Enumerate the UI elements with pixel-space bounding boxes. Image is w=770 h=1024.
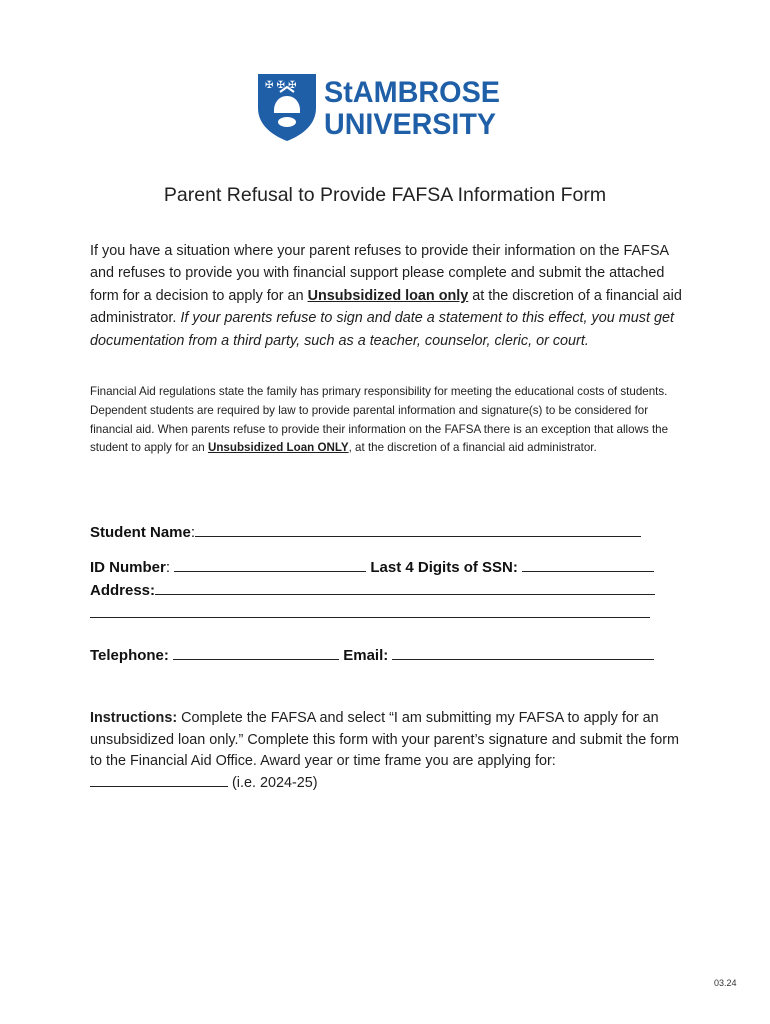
form-title: Parent Refusal to Provide FAFSA Information Form <box>163 184 607 206</box>
ssn-label: Last 4 Digits of SSN: <box>370 559 518 576</box>
student-name-blank[interactable] <box>195 522 641 537</box>
footer-code: 03.24 <box>714 978 737 988</box>
id-number-blank[interactable] <box>174 557 366 572</box>
telephone-label: Telephone: <box>90 647 169 664</box>
logo-line-1: StAMBROSE <box>324 76 500 109</box>
student-name-field[interactable]: Student Name: <box>90 522 641 541</box>
id-number-label: ID Number <box>90 559 166 576</box>
id-number-row: ID Number: Last 4 Digits of SSN: <box>90 557 654 576</box>
ssn-blank[interactable] <box>522 557 654 572</box>
address-line-2[interactable] <box>90 603 650 622</box>
shield-crest-icon <box>258 74 316 141</box>
student-name-label: Student Name <box>90 524 191 541</box>
intro-paragraph: If you have a situation where your parent refuses to provide their information on the FAFSA and refuses to provide you with financial support please complete and submit the attached form for a decision to apply for an Unsubsidized loan only at the discretion of a financial aid administrator. If your parents refuse to sign and date a statement to this effect, you must get documentation from a third party, such as a teacher, counselor, cleric, or court. <box>90 243 682 349</box>
address-blank-line-2[interactable] <box>90 603 650 618</box>
contact-row <box>90 645 654 664</box>
address-blank-line-1[interactable] <box>155 580 655 595</box>
regulations-paragraph: Financial Aid regulations state the family has primary responsibility for meeting the educational costs of students. Dependent students are required by law to provide parental information and signature(s) to be considered for financial aid. When parents refuse to provide their information on the FAFSA there is an exception that allows the student to apply for an Unsubsidized Loan ONLY, at the discretion of a financial aid administrator. <box>90 385 669 455</box>
award-year-blank[interactable] <box>90 774 228 787</box>
university-logo <box>256 72 506 142</box>
address-label: Address: <box>90 582 156 599</box>
address-field[interactable] <box>90 580 655 599</box>
telephone-blank[interactable] <box>173 645 339 660</box>
instructions-paragraph: Instructions: Complete the FAFSA and select “I am submitting my FAFSA to apply for an unsubsidized loan only.” Complete this form with your parent’s signature and submit the form to the Financial Aid Office. Award year or time frame you are applying for: (i.e. 2024-25) <box>90 710 679 791</box>
logo-line-2: UNIVERSITY <box>324 108 496 141</box>
email-blank[interactable] <box>392 645 654 660</box>
email-label: Email: <box>343 647 389 664</box>
svg-text:✠ ✠ ✠: ✠ ✠ ✠ <box>265 80 297 91</box>
